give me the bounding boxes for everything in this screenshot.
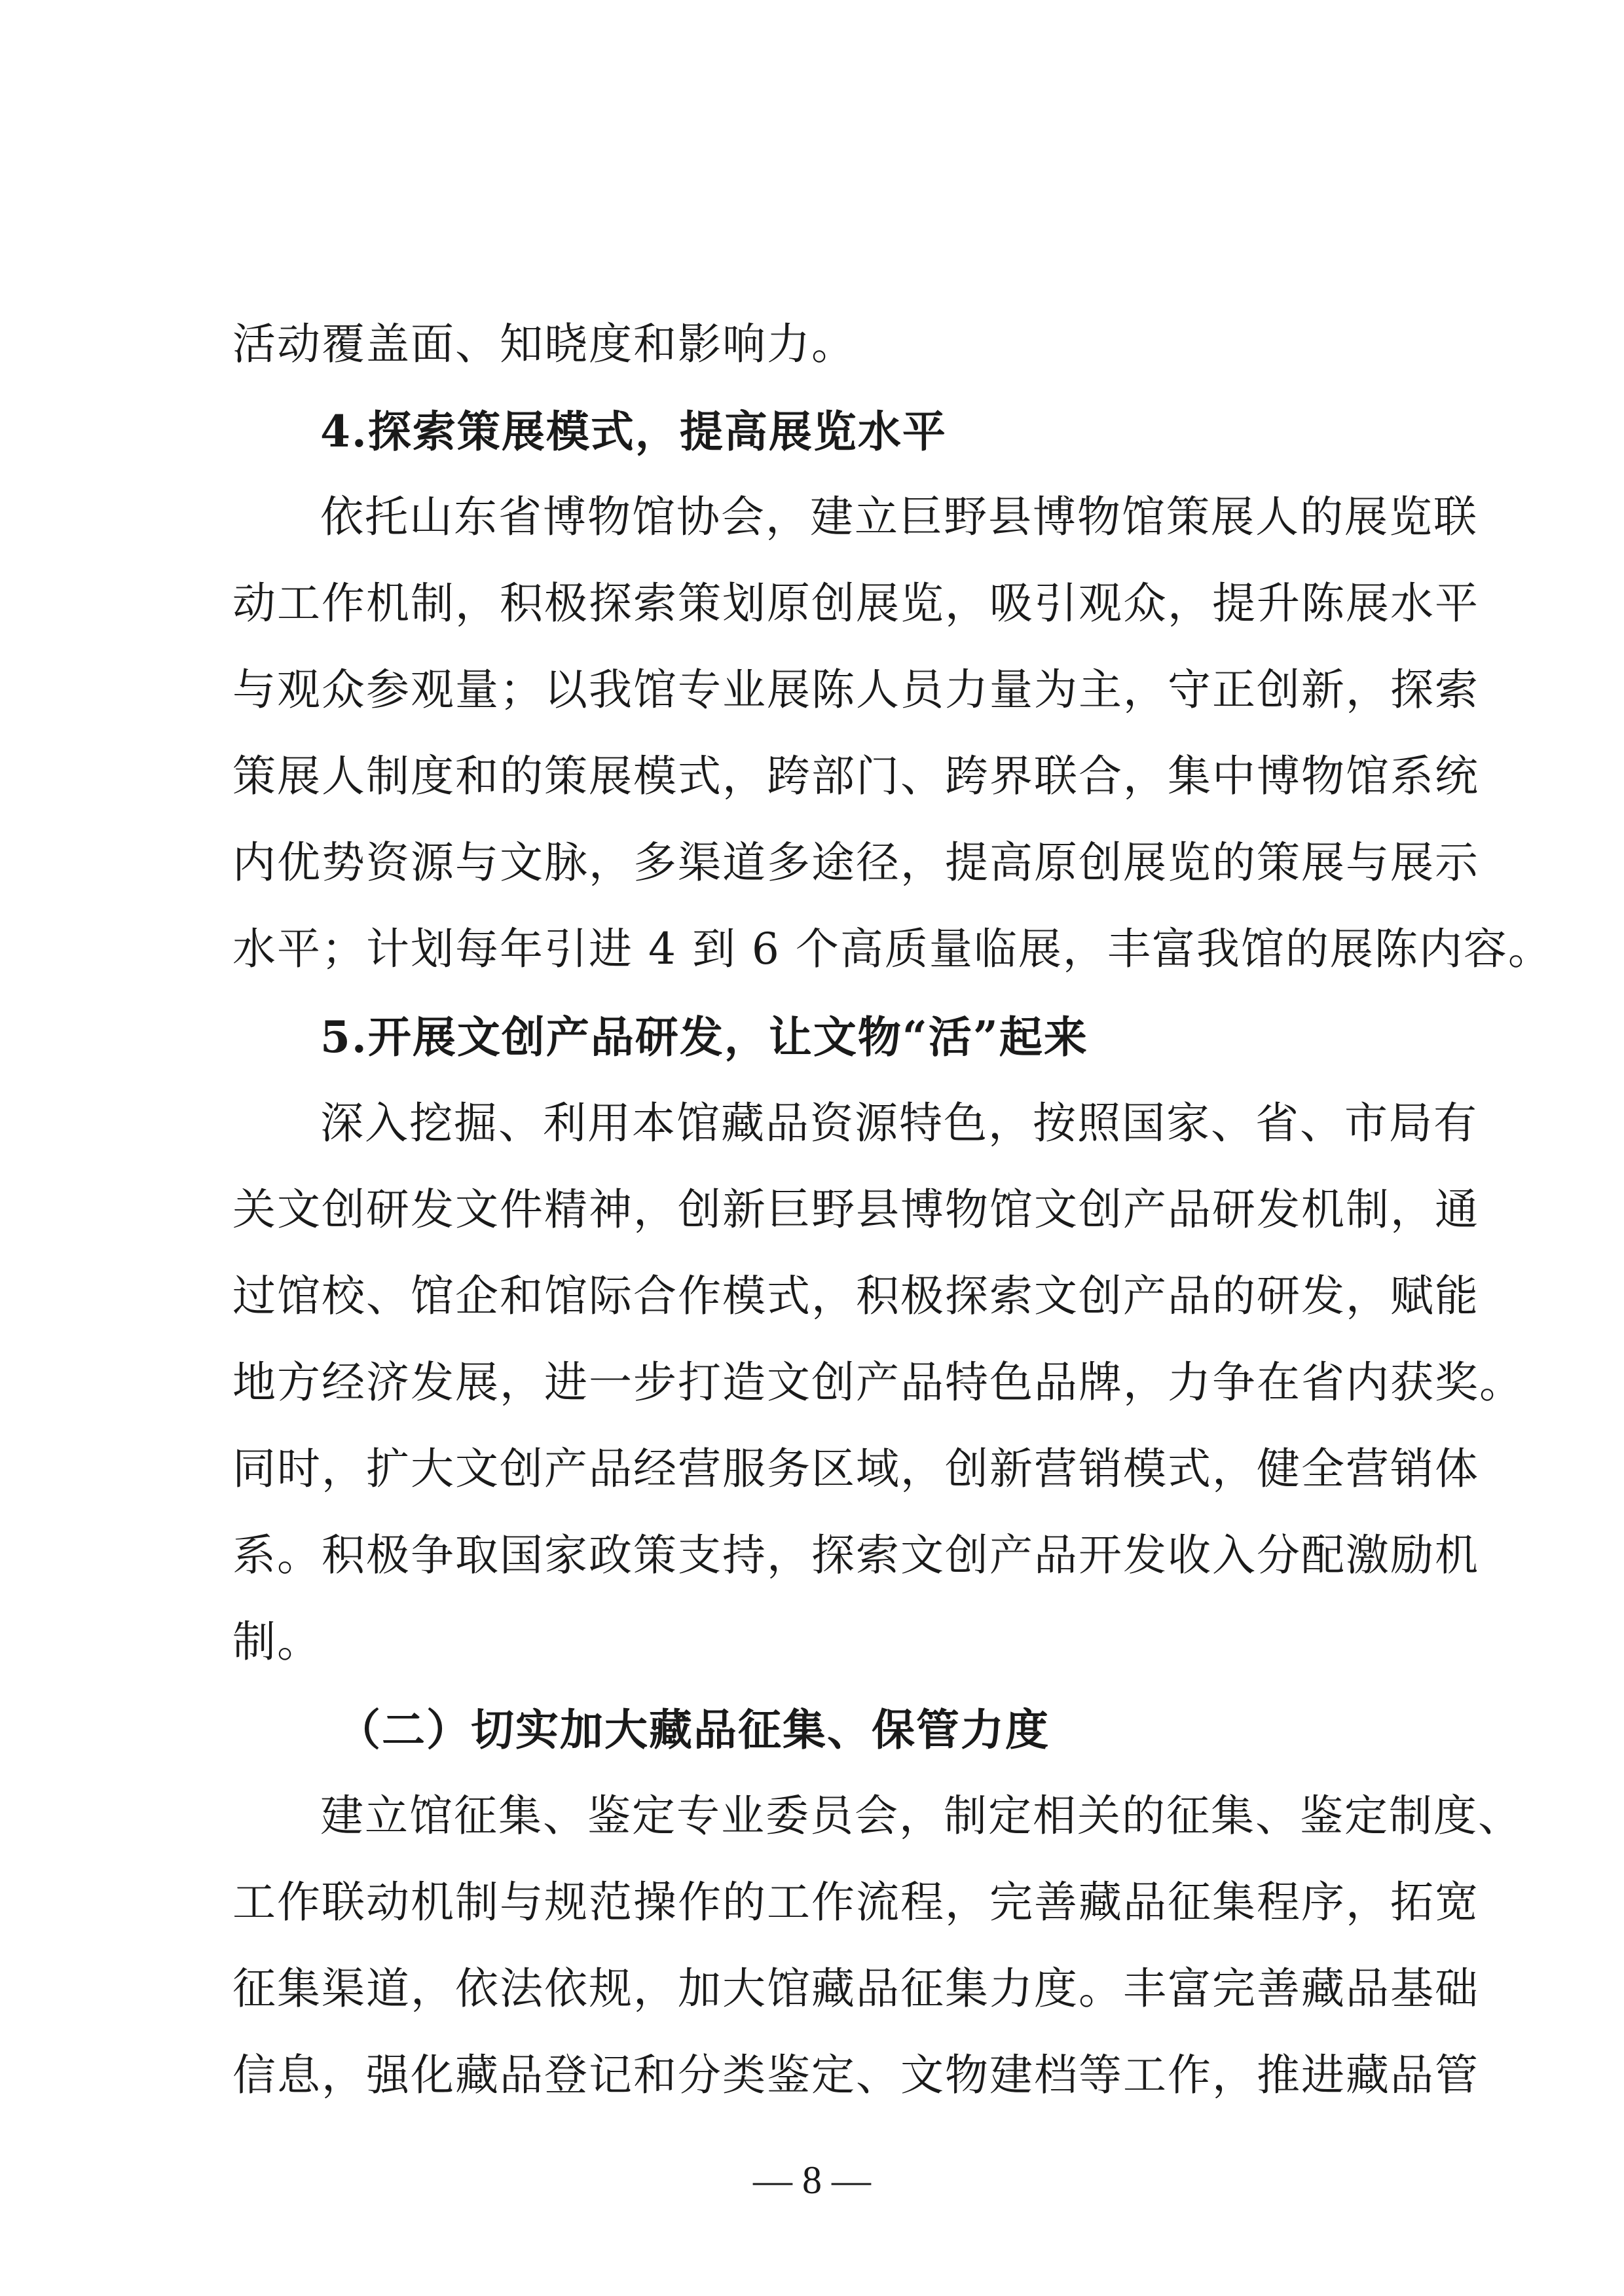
body-text-line: 策展人制度和的策展模式，跨部门、跨界联合，集中博物馆系统: [232, 751, 1479, 801]
body-text-line: 与观众参观量；以我馆专业展陈人员力量为主，守正创新，探索: [232, 665, 1479, 715]
body-text-line: 信息，强化藏品登记和分类鉴定、文物建档等工作，推进藏品管: [232, 2050, 1479, 2100]
body-text-line: 水平；计划每年引进 4 到 6 个高质量临展，丰富我馆的展陈内容。: [232, 924, 1553, 974]
body-text-line: 地方经济发展，进一步打造文创产品特色品牌，力争在省内获奖。: [232, 1357, 1524, 1408]
section-heading-2: （二）切实加大藏品征集、保管力度: [337, 1704, 1050, 1755]
body-text-line: 依托山东省博物馆协会，建立巨野县博物馆策展人的展览联: [320, 492, 1478, 542]
body-text-line: 制。: [232, 1616, 322, 1667]
body-text-line: 建立馆征集、鉴定专业委员会，制定相关的征集、鉴定制度、: [320, 1791, 1522, 1841]
body-text-line: 内优势资源与文脉，多渠道多途径，提高原创展览的策展与展示: [232, 837, 1479, 888]
section-heading-4: 4.探索策展模式，提高展览水平: [320, 406, 947, 457]
body-text-line: 动工作机制，积极探索策划原创展览，吸引观众，提升陈展水平: [232, 578, 1479, 629]
body-text-line: 同时，扩大文创产品经营服务区域，创新营销模式，健全营销体: [232, 1444, 1479, 1494]
section-heading-5: 5.开展文创产品研发，让文物“活”起来: [320, 1011, 1088, 1063]
body-text-line: 关文创研发文件精神，创新巨野县博物馆文创产品研发机制，通: [232, 1184, 1479, 1235]
body-text-line: 系。积极争取国家政策支持，探索文创产品开发收入分配激励机: [232, 1530, 1479, 1580]
body-text-line: 深入挖掘、利用本馆藏品资源特色，按照国家、省、市局有: [320, 1098, 1478, 1148]
body-text-line: 征集渠道，依法依规，加大馆藏品征集力度。丰富完善藏品基础: [232, 1963, 1479, 2014]
body-text-line: 工作联动机制与规范操作的工作流程，完善藏品征集程序，拓宽: [232, 1877, 1479, 1927]
body-text-line: 过馆校、馆企和馆际合作模式，积极探索文创产品的研发，赋能: [232, 1271, 1479, 1321]
page-number: — 8 —: [753, 2159, 871, 2202]
body-text-line: 活动覆盖面、知晓度和影响力。: [232, 319, 856, 369]
